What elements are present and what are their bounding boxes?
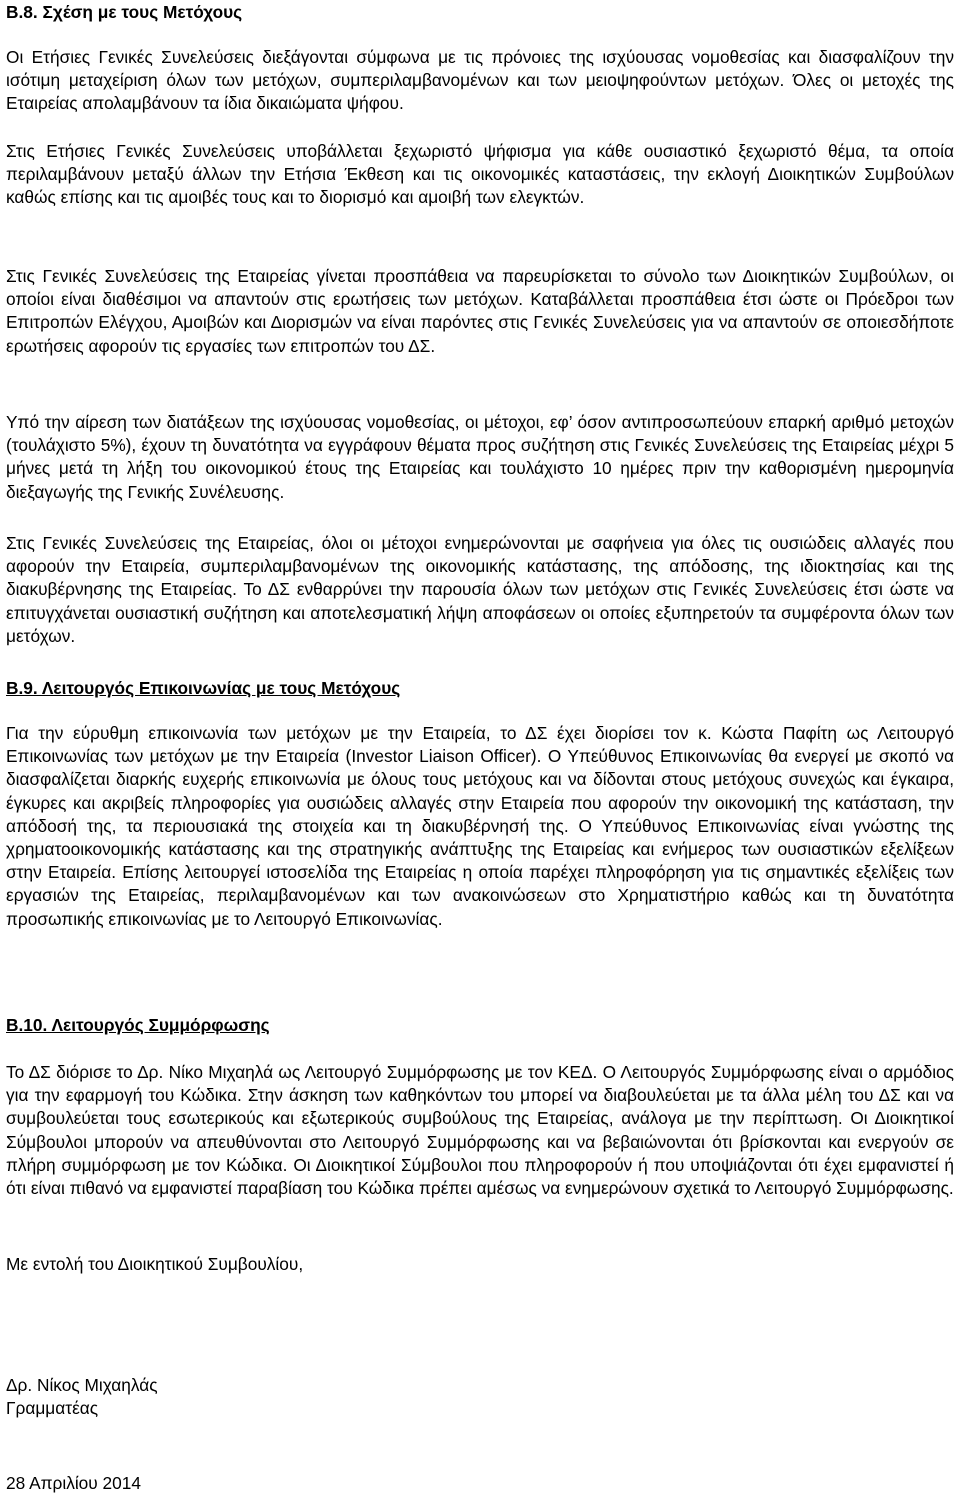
section-b10-title-text: Β.10. Λειτουργός Συμμόρφωσης: [6, 1015, 270, 1035]
section-b8-paragraph-4: Υπό την αίρεση των διατάξεων της ισχύουσας νομοθεσίας, οι μέτοχοι, εφ’ όσον αντιπροσωπεύουν επαρκή αριθμό μετοχών (τουλάχιστο 5%), έχουν τη δυνατότητα να εγγράφουν θέματα προς συζήτηση στις Γενικές Συνελεύσεις της Εταιρείας μέχρι 5 μήνες μετά τη λήξη του οικονομικού έτους της Εταιρείας και τουλάχιστο 10 ημέρες πριν την καθορισμένη ημερομηνία διεξαγωγής της Γενικής Συνέλευσης.: [6, 412, 954, 502]
section-b8-paragraph-5: Στις Γενικές Συνελεύσεις της Εταιρείας, όλοι οι μέτοχοι ενημερώνονται με σαφήνεια για όλες τις ουσιώδεις αλλαγές που αφορούν την Εταιρεία, συμπεριλαμβανομένων της οικονομικής κατάστασης, της απόδοσης, της ιδιοκτησίας και της διακυβέρνησης της Εταιρείας. Το ΔΣ ενθαρρύνει την παρουσία όλων των μετόχων στις Γενικές Συνελεύσεις έτσι ώστε να επιτυγχάνεται ουσιαστική συζήτηση και αποτελεσματική λήψη αποφάσεων οι οποίες εξυπηρετούν τα συμφέροντα όλων των μετόχων.: [6, 533, 954, 646]
signatory-role: Γραμματέας: [6, 1398, 99, 1418]
section-b9-paragraph-1: Για την εύρυθμη επικοινωνία των μετόχων με την Εταιρεία, το ΔΣ έχει διορίσει τον κ. Κώστα Παφίτη ως Λειτουργό Επικοινωνίας των μετόχων με την Εταιρεία (Investor Liaison Officer). Ο Υπεύθυνος Επικοινωνίας θα ενεργεί με σκοπό να διασφαλίζεται διαρκής ευχερής επικοινωνία με όλους τους μετόχους και να δίδονται στους μετόχους συνεχώς και έγκαιρα, έγκυρες και ακριβείς πληροφορίες για ουσιώδεις αλλαγές στην Εταιρεία που αφορούν την οικονομική της κατάσταση, την απόδοσή της, τα περιουσιακά της στοιχεία και τη διακυβέρνησή της. Ο Υπεύθυνος Επικοινωνίας είναι γνώστης της χρηματοοικονομικής κατάστασης και της στρατηγικής ανάπτυξης της Εταιρείας και ενήμερος των ουσιαστικών εξελίξεων στην Εταιρεία. Επίσης λειτουργεί ιστοσελίδα της Εταιρείας η οποία παρέχει πληροφόρηση για τις σημαντικές εξελίξεις των εργασιών της Εταιρείας, περιλαμβανομένων και των ανακοινώσεων στο Χρηματιστήριο καθώς και τη δυνατότητα προσωπικής επικοινωνίας με το Λειτουργό Επικοινωνίας.: [6, 723, 954, 929]
closing-mandate: Με εντολή του Διοικητικού Συμβουλίου,: [6, 1254, 304, 1274]
section-b8-title: Β.8. Σχέση με τους Μετόχους: [6, 2, 243, 22]
section-b8-paragraph-1: Οι Ετήσιες Γενικές Συνελεύσεις διεξάγονται σύμφωνα με τις πρόνοιες της ισχύουσας νομοθεσίας και διασφαλίζουν την ισότιμη μεταχείριση όλων των μετόχων, συμπεριλαμβανομένων και των μειοψηφούντων μετόχων. Όλες οι μετοχές της Εταιρείας απολαμβάνουν τα ίδια δικαιώματα ψήφου.: [6, 47, 954, 114]
signatory-name: Δρ. Νίκος Μιχαηλάς: [6, 1375, 158, 1395]
section-b9-title-text: Β.9. Λειτουργός Επικοινωνίας με τους Μετόχους: [6, 678, 401, 698]
section-b10-title: [6, 1014, 270, 1037]
section-b8-paragraph-3: Στις Γενικές Συνελεύσεις της Εταιρείας γίνεται προσπάθεια να παρευρίσκεται το σύνολο των Διοικητικών Συμβούλων, οι οποίοι είναι διαθέσιμοι να απαντούν στις ερωτήσεις των μετόχων. Καταβάλλεται προσπάθεια έτσι ώστε οι Πρόεδροι των Επιτροπών Ελέγχου, Αμοιβών και Διορισμών να είναι παρόντες στις Γενικές Συνελεύσεις για να απαντούν σε οποιεσδήποτε ερωτήσεις αφορούν τις εργασίες των επιτροπών του ΔΣ.: [6, 266, 954, 356]
section-b9-title: [6, 677, 400, 700]
document-date: 28 Απριλίου 2014: [6, 1473, 141, 1493]
section-b8-paragraph-2: Στις Ετήσιες Γενικές Συνελεύσεις υποβάλλεται ξεχωριστό ψήφισμα για κάθε ουσιαστικό ξεχωριστό θέμα, τα οποία περιλαμβάνουν μεταξύ άλλων την Ετήσια Έκθεση και τις οικονομικές καταστάσεις, την εκλογή Διοικητικών Συμβούλων καθώς επίσης και τις αμοιβές τους και το διορισμό και αμοιβή των ελεγκτών.: [6, 141, 954, 208]
section-b10-paragraph-1: Το ΔΣ διόρισε το Δρ. Νίκο Μιχαηλά ως Λειτουργό Συμμόρφωσης με τον ΚΕΔ. Ο Λειτουργός Συμμόρφωσης είναι ο αρμόδιος για την εφαρμογή του Κώδικα. Στην άσκηση των καθηκόντων του μπορεί να διαβουλεύεται με τα άλλα μέλη του ΔΣ και να συμβουλεύεται τους εσωτερικούς και εξωτερικούς συμβούλους της Εταιρείας, ανάλογα με την περίπτωση. Οι Διοικητικοί Σύμβουλοι μπορούν να απευθύνονται στο Λειτουργό Συμμόρφωσης και να βεβαιώνονται ότι βρίσκονται και ενεργούν σε πλήρη συμμόρφωση με τον Κώδικα. Οι Διοικητικοί Σύμβουλοι που πληροφορούν ή που υποψιάζονται ότι έχει εμφανιστεί ή ότι είναι πιθανό να εμφανιστεί παραβίαση του Κώδικα πρέπει αμέσως να ενημερώνουν σχετικά το Λειτουργό Συμμόρφωσης.: [6, 1062, 954, 1199]
